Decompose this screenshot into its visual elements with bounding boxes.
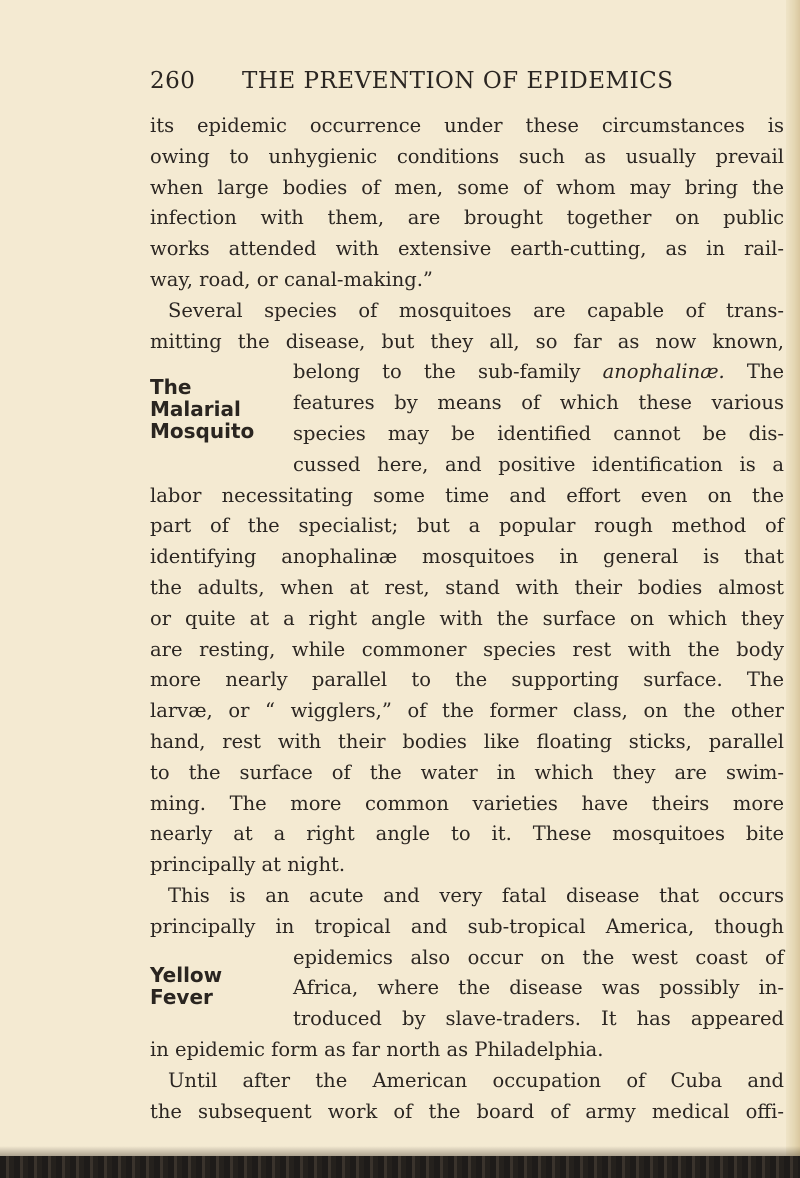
- text-span: The: [724, 360, 784, 384]
- text-line: part of the specialist; but a popular rough method of: [150, 514, 784, 538]
- text-line: nearly at a right angle to it. These mosquitoes bite: [150, 822, 784, 846]
- sidenote-line: Yellow: [150, 962, 223, 987]
- running-header: [150, 68, 780, 94]
- text-line: works attended with extensive earth-cutting, as in rail-: [150, 237, 784, 261]
- sidenote-malarial: [150, 375, 290, 444]
- sidenote-line: Fever: [150, 984, 213, 1009]
- text-line: principally in tropical and sub-tropical America, though: [150, 914, 784, 938]
- text-line: labor necessitating some time and effort even on the: [150, 483, 784, 507]
- text-line: hand, rest with their bodies like floating sticks, parallel: [150, 729, 784, 753]
- sidenote-block-malarial: [150, 357, 784, 480]
- text-line: Several species of mosquitoes are capable of trans-: [168, 298, 784, 322]
- text-line: to the surface of the water in which they are swim-: [150, 760, 784, 784]
- text-line: mitting the disease, but they all, so far as now known,: [150, 329, 784, 353]
- text-line: ming. The more common varieties have theirs more: [150, 791, 784, 815]
- text-line: epidemics also occur on the west coast of: [293, 945, 784, 969]
- text-line: more nearly parallel to the supporting surface. The: [150, 668, 784, 692]
- text-line: principally at night.: [150, 853, 346, 877]
- text-line: troduced by slave-traders. It has appeared: [293, 1007, 784, 1031]
- text-line: or quite at a right angle with the surface on which they: [150, 606, 784, 630]
- text-line: in epidemic form as far north as Philadelphia.: [150, 1037, 604, 1061]
- text-line: This is an acute and very fatal disease that occurs: [168, 883, 784, 907]
- scan-bottom-edge: [0, 1156, 800, 1178]
- text-line: owing to unhygienic conditions such as usually prevail: [150, 144, 784, 168]
- page-number: 260: [150, 68, 196, 94]
- text-line: identifying anophalinæ mosquitoes in general is that: [150, 545, 784, 569]
- text-span: belong to the sub-family: [293, 360, 603, 384]
- body-text: [150, 111, 784, 1127]
- text-line: the adults, when at rest, stand with their bodies almost: [150, 575, 784, 599]
- sidenote-block-yellow-fever: [150, 943, 784, 1035]
- text-line: way, road, or canal-making.”: [150, 267, 433, 291]
- text-line: its epidemic occurrence under these circumstances is: [150, 114, 784, 137]
- text-line: the subsequent work of the board of army medical offi-: [150, 1099, 784, 1123]
- sidenote-line: Malarial: [150, 397, 241, 422]
- text-line: infection with them, are brought together on public: [150, 206, 784, 230]
- page-edge: [786, 0, 800, 1178]
- sidenote-yellow-fever: [150, 962, 290, 1009]
- text-line: features by means of which these various: [293, 391, 784, 415]
- text-line: larvæ, or “ wigglers,” of the former class, on the other: [150, 699, 784, 723]
- italic-term: anophalinæ.: [602, 360, 725, 384]
- text-line: when large bodies of men, some of whom may bring the: [150, 175, 784, 199]
- text-line: cussed here, and positive identification is a: [293, 452, 784, 476]
- sidenote-line: The: [150, 375, 192, 400]
- text-line: Until after the American occupation of Cuba and: [168, 1068, 784, 1092]
- text-line: Africa, where the disease was possibly in-: [293, 976, 784, 1000]
- text-line: species may be identified cannot be dis-: [293, 421, 784, 445]
- sidenote-line: Mosquito: [150, 419, 255, 444]
- text-line: are resting, while commoner species rest with the body: [150, 637, 784, 661]
- running-title: THE PREVENTION OF EPIDEMICS: [242, 68, 674, 94]
